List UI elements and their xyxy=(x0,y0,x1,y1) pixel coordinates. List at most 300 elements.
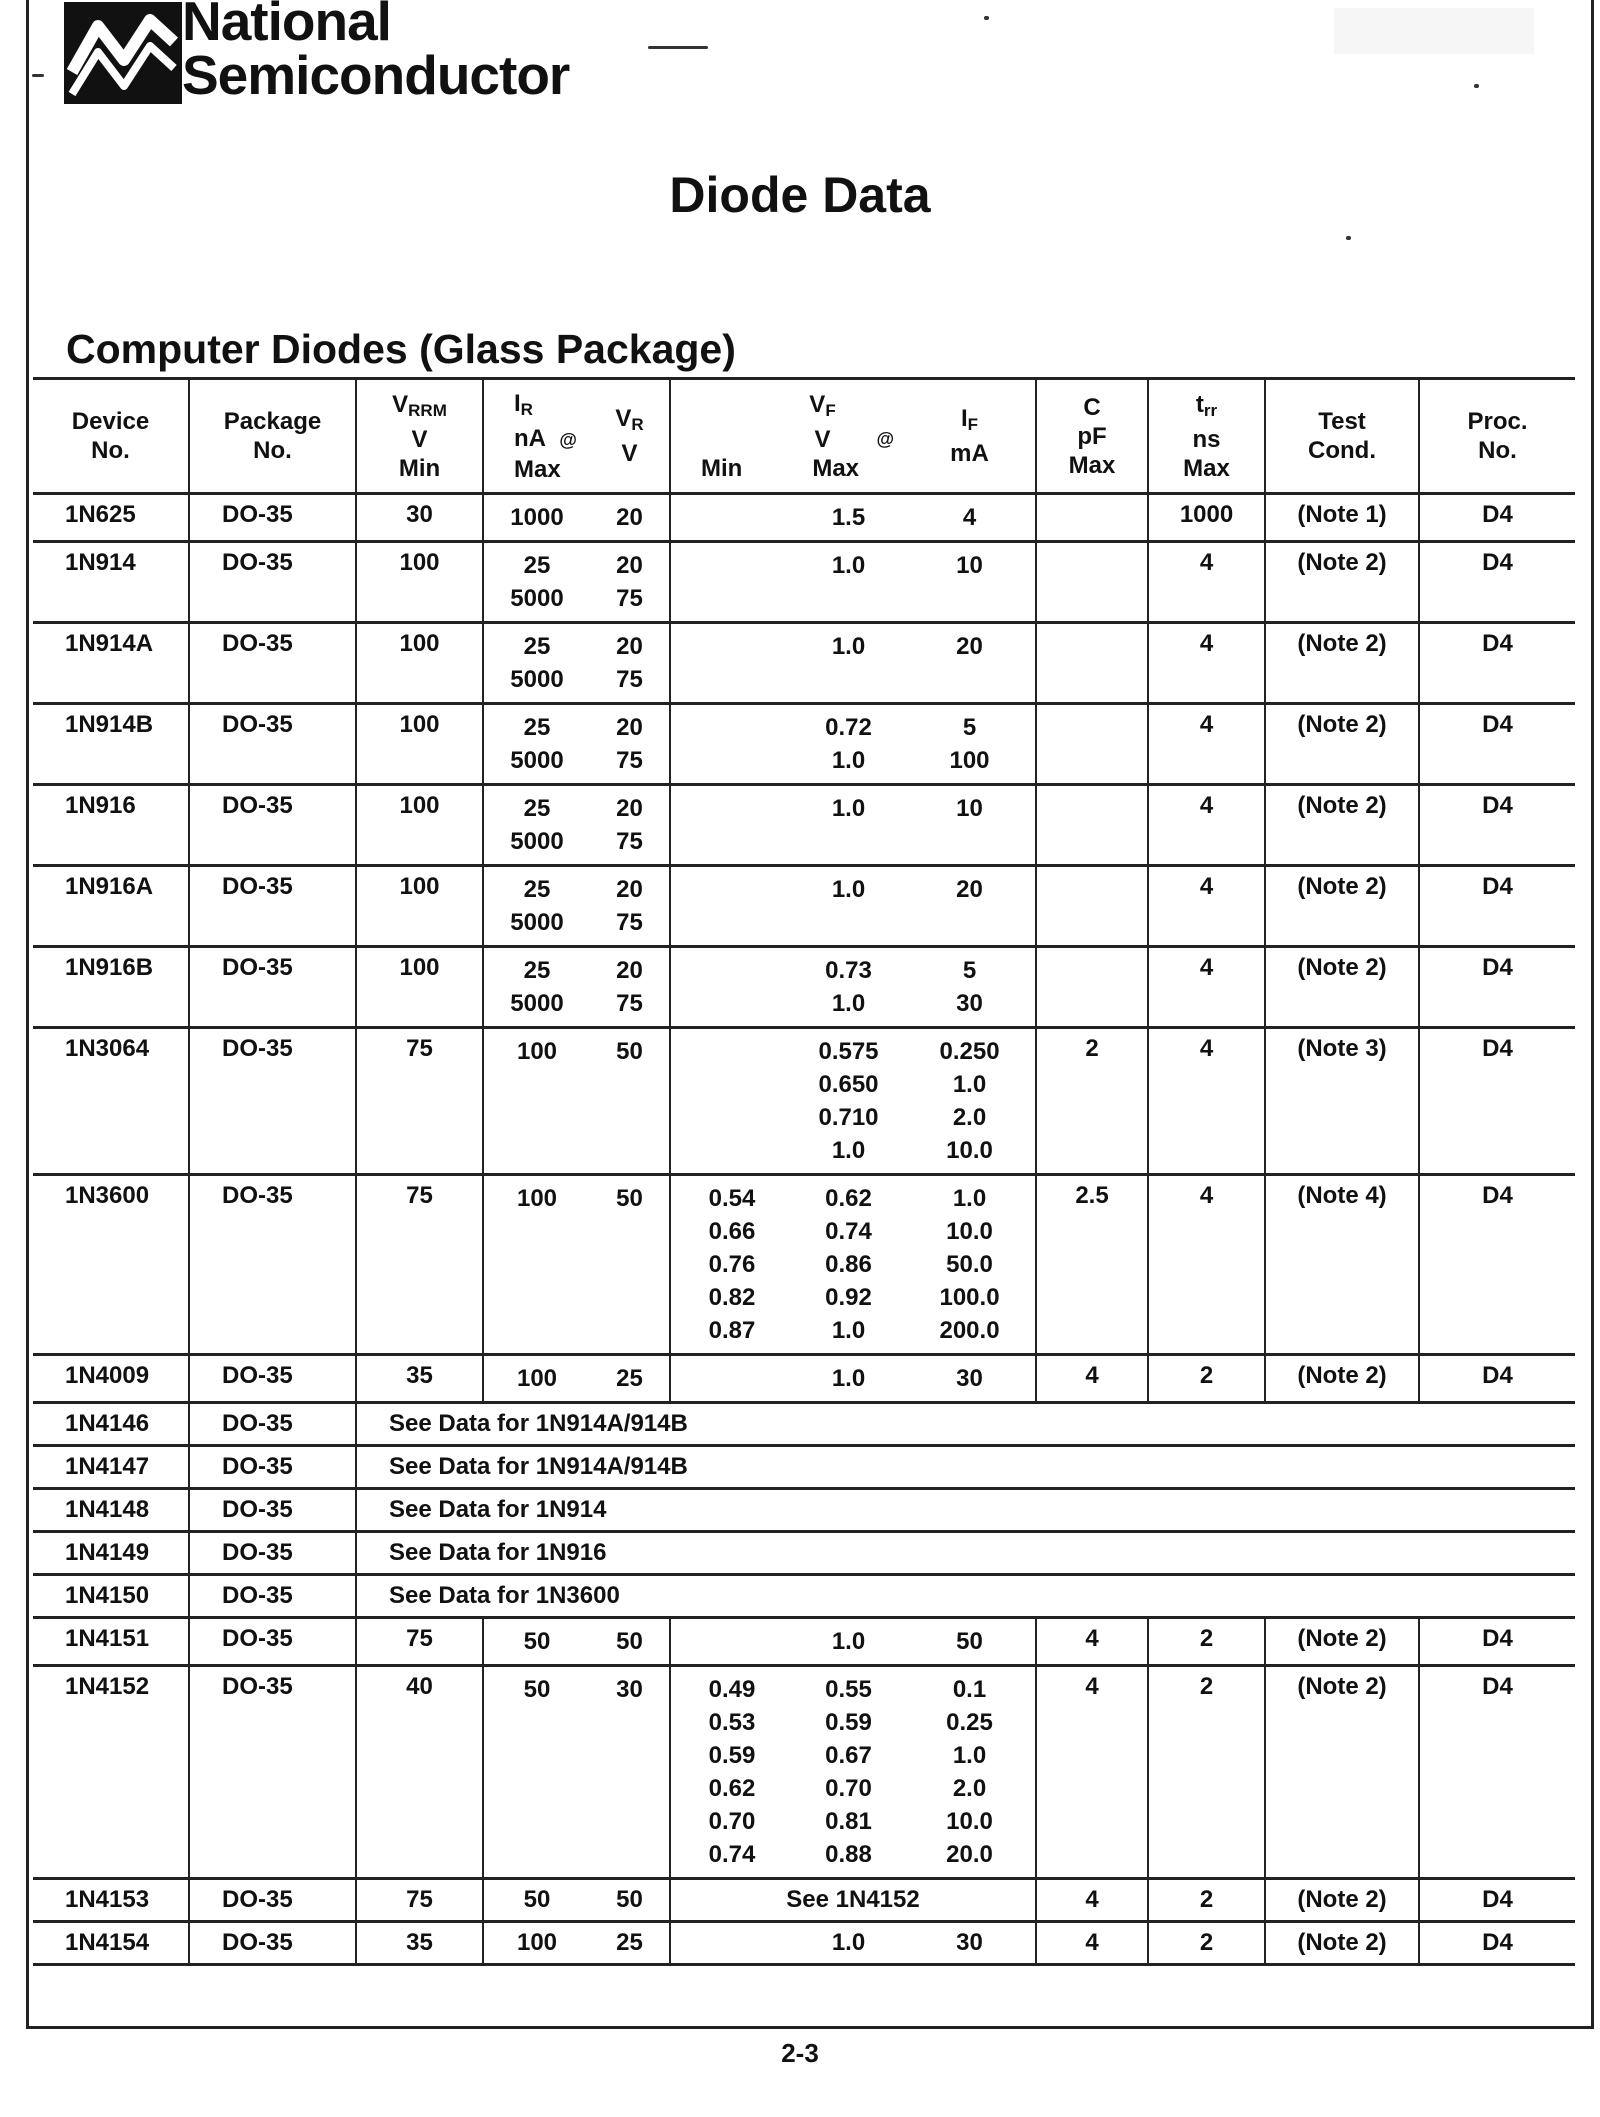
cell-vr-value: 20 xyxy=(616,633,643,660)
cell-vr: 50 xyxy=(590,1879,670,1922)
scan-speck xyxy=(984,16,989,20)
cell-ir-value: 5000 xyxy=(510,909,564,936)
cell-if-value: 2.0 xyxy=(952,1104,987,1131)
cell-test-cond: (Note 2) xyxy=(1265,1666,1419,1879)
cell-package: DO-35 xyxy=(189,542,356,623)
header-vf: $V_F$ V @ Min Max xyxy=(670,379,904,494)
cell-ir-value: 5000 xyxy=(510,747,564,774)
cell-vf-max-value: 1.0 xyxy=(831,990,866,1017)
cell-ir xyxy=(483,1355,590,1403)
cell-if xyxy=(904,1175,1036,1355)
table-row xyxy=(33,704,1575,785)
cell-proc-no: D4 xyxy=(1419,1355,1575,1403)
cell-vf-max-value: 0.92 xyxy=(825,1284,872,1311)
cell-vrrm: 100 xyxy=(356,542,483,623)
cell-vf-max-value: 1.0 xyxy=(831,1317,866,1344)
cell-vr xyxy=(590,542,670,623)
cell-trr: 2 xyxy=(1148,1355,1265,1403)
cell-vf-min xyxy=(670,623,793,704)
cell-device: 1N4152 xyxy=(33,1666,189,1879)
cell-vf-max xyxy=(793,704,904,785)
cell-if-value: 2.0 xyxy=(952,1775,987,1802)
cell-proc-no: D4 xyxy=(1419,947,1575,1028)
cell-vrrm: 35 xyxy=(356,1355,483,1403)
cell-vr-value: 75 xyxy=(616,747,643,774)
cell-proc-no: D4 xyxy=(1419,623,1575,704)
cell-proc-no: D4 xyxy=(1419,494,1575,542)
cell-vf-min-value: 0.74 xyxy=(708,1841,756,1868)
cell-vf-max xyxy=(793,785,904,866)
cell-if-value: 20.0 xyxy=(946,1841,993,1868)
cell-capacitance xyxy=(1036,494,1148,542)
cell-ir xyxy=(483,947,590,1028)
cell-vf-min-value: 0.49 xyxy=(708,1676,756,1703)
cell-device: 1N914B xyxy=(33,704,189,785)
national-semiconductor-logo-icon xyxy=(64,2,182,104)
cell-vf-min xyxy=(670,866,793,947)
cell-vf-min-value: 0.54 xyxy=(708,1185,756,1212)
cell-ir-value: 5000 xyxy=(510,828,564,855)
cell-vr-value: 20 xyxy=(616,957,643,984)
cell-test-cond: (Note 2) xyxy=(1265,542,1419,623)
cell-proc-no: D4 xyxy=(1419,1618,1575,1666)
cell-trr: 2 xyxy=(1148,1922,1265,1965)
header-capacitance: C pF Max xyxy=(1036,379,1148,494)
cell-package: DO-35 xyxy=(189,1175,356,1355)
cell-capacitance xyxy=(1036,704,1148,785)
cell-if-value: 1.0 xyxy=(952,1185,987,1212)
cell-package: DO-35 xyxy=(189,1489,356,1532)
section-title: Computer Diodes (Glass Package) xyxy=(66,326,736,372)
cell-package: DO-35 xyxy=(189,1575,356,1618)
cell-ir-value: 100 xyxy=(516,1038,558,1065)
table-row xyxy=(33,1446,1575,1489)
cell-ir xyxy=(483,785,590,866)
cell-ir: 50 xyxy=(483,1879,590,1922)
cell-vf-max-value: 1.0 xyxy=(831,1628,866,1655)
table-row xyxy=(33,1403,1575,1446)
cell-vr-value: 20 xyxy=(616,504,643,531)
cell-if-value: 20 xyxy=(956,876,983,903)
cell-vrrm: 75 xyxy=(356,1175,483,1355)
cell-trr: 2 xyxy=(1148,1618,1265,1666)
cell-proc-no: D4 xyxy=(1419,866,1575,947)
cell-vr-value: 50 xyxy=(616,1038,643,1065)
cell-if xyxy=(904,494,1036,542)
cell-test-cond: (Note 2) xyxy=(1265,866,1419,947)
cell-vf-min-value: 0.76 xyxy=(708,1251,756,1278)
cell-vr-value: 75 xyxy=(616,585,643,612)
cell-vr-value: 30 xyxy=(616,1676,643,1703)
cell-vf-min xyxy=(670,1175,793,1355)
cell-ir xyxy=(483,1666,590,1879)
table-row xyxy=(33,785,1575,866)
cell-vr xyxy=(590,947,670,1028)
cell-vrrm: 35 xyxy=(356,1922,483,1965)
table-row xyxy=(33,494,1575,542)
cell-vf-min-value: 0.66 xyxy=(708,1218,756,1245)
cell-vf-max xyxy=(793,1666,904,1879)
cell-vf-min-value: 0.53 xyxy=(708,1709,756,1736)
cell-if-value: 10.0 xyxy=(946,1808,993,1835)
cell-package: DO-35 xyxy=(189,1922,356,1965)
cell-vf-max-value: 1.0 xyxy=(831,633,866,660)
cell-vf-max xyxy=(793,623,904,704)
header-if: $I_F$ mA xyxy=(904,379,1036,494)
cell-vf-max-value: 1.0 xyxy=(831,552,866,579)
cell-vf-min xyxy=(670,785,793,866)
cell-capacitance: 4 xyxy=(1036,1879,1148,1922)
cell-device: 1N4154 xyxy=(33,1922,189,1965)
cell-capacitance: 4 xyxy=(1036,1355,1148,1403)
cell-trr: 4 xyxy=(1148,623,1265,704)
cell-vr-value: 75 xyxy=(616,909,643,936)
table-row xyxy=(33,1175,1575,1355)
cell-trr: 2 xyxy=(1148,1879,1265,1922)
cell-if-value: 10.0 xyxy=(946,1218,993,1245)
cell-see-data: See Data for 1N916 xyxy=(356,1532,1575,1575)
cell-vr-value: 25 xyxy=(616,1365,643,1392)
cell-vr: 25 xyxy=(590,1922,670,1965)
table-row xyxy=(33,542,1575,623)
cell-capacitance: 2 xyxy=(1036,1028,1148,1175)
cell-see-data: See Data for 1N914A/914B xyxy=(356,1403,1575,1446)
cell-if: 30 xyxy=(904,1922,1036,1965)
table-row xyxy=(33,1618,1575,1666)
table-row xyxy=(33,1532,1575,1575)
cell-vrrm: 100 xyxy=(356,866,483,947)
cell-device: 1N4147 xyxy=(33,1446,189,1489)
cell-capacitance xyxy=(1036,623,1148,704)
cell-vf-max-value: 0.81 xyxy=(825,1808,872,1835)
cell-test-cond: (Note 2) xyxy=(1265,947,1419,1028)
cell-package: DO-35 xyxy=(189,704,356,785)
cell-device: 1N916 xyxy=(33,785,189,866)
cell-device: 1N3600 xyxy=(33,1175,189,1355)
table-row xyxy=(33,1922,1575,1965)
cell-vr xyxy=(590,1175,670,1355)
table-row xyxy=(33,1489,1575,1532)
header-vrrm: $V_{RRM}$ V Min xyxy=(356,379,483,494)
cell-proc-no: D4 xyxy=(1419,1922,1575,1965)
cell-capacitance xyxy=(1036,785,1148,866)
cell-capacitance xyxy=(1036,866,1148,947)
cell-test-cond: (Note 2) xyxy=(1265,623,1419,704)
cell-device: 1N4146 xyxy=(33,1403,189,1446)
cell-package: DO-35 xyxy=(189,1666,356,1879)
cell-package: DO-35 xyxy=(189,1403,356,1446)
cell-trr: 4 xyxy=(1148,542,1265,623)
cell-ir xyxy=(483,1028,590,1175)
cell-vr xyxy=(590,785,670,866)
header-vr: $V_R$ V xyxy=(590,379,670,494)
cell-vf-min xyxy=(670,1028,793,1175)
cell-vf-max: 1.0 xyxy=(793,1922,904,1965)
cell-trr: 4 xyxy=(1148,785,1265,866)
table-row xyxy=(33,947,1575,1028)
cell-test-cond: (Note 2) xyxy=(1265,1922,1419,1965)
cell-vf-max xyxy=(793,1618,904,1666)
cell-vrrm: 100 xyxy=(356,704,483,785)
cell-vf-max-value: 1.5 xyxy=(831,504,866,531)
cell-package: DO-35 xyxy=(189,623,356,704)
cell-package: DO-35 xyxy=(189,866,356,947)
cell-see-data: See Data for 1N914 xyxy=(356,1489,1575,1532)
cell-ir-value: 50 xyxy=(523,1628,551,1655)
cell-capacitance: 2.5 xyxy=(1036,1175,1148,1355)
cell-ir: 100 xyxy=(483,1922,590,1965)
cell-vr xyxy=(590,623,670,704)
cell-ir xyxy=(483,494,590,542)
cell-package: DO-35 xyxy=(189,1879,356,1922)
cell-device: 1N4148 xyxy=(33,1489,189,1532)
cell-vf-max-value: 0.70 xyxy=(825,1775,872,1802)
cell-if-value: 10.0 xyxy=(946,1137,993,1164)
cell-package: DO-35 xyxy=(189,1618,356,1666)
cell-vf-max-value: 0.55 xyxy=(825,1676,872,1703)
cell-capacitance xyxy=(1036,947,1148,1028)
cell-vr-value: 20 xyxy=(616,876,643,903)
cell-package: DO-35 xyxy=(189,1446,356,1489)
table-row xyxy=(33,1666,1575,1879)
cell-device: 1N4149 xyxy=(33,1532,189,1575)
cell-ir-value: 50 xyxy=(523,1676,551,1703)
cell-if-value: 5 xyxy=(962,957,977,984)
header-package: Package No. xyxy=(189,379,356,494)
cell-device: 1N916B xyxy=(33,947,189,1028)
cell-proc-no: D4 xyxy=(1419,1175,1575,1355)
cell-package: DO-35 xyxy=(189,1028,356,1175)
cell-package: DO-35 xyxy=(189,494,356,542)
cell-test-cond: (Note 2) xyxy=(1265,1618,1419,1666)
cell-vr-value: 50 xyxy=(616,1628,643,1655)
cell-if xyxy=(904,704,1036,785)
cell-vrrm: 100 xyxy=(356,947,483,1028)
cell-vf-max-value: 0.86 xyxy=(825,1251,872,1278)
cell-trr: 1000 xyxy=(1148,494,1265,542)
cell-vf-max-value: 0.72 xyxy=(825,714,872,741)
cell-vrrm: 75 xyxy=(356,1879,483,1922)
cell-trr: 4 xyxy=(1148,947,1265,1028)
table-row xyxy=(33,1355,1575,1403)
cell-if-value: 0.250 xyxy=(939,1038,1000,1065)
cell-ir xyxy=(483,623,590,704)
header-test-cond: Test Cond. xyxy=(1265,379,1419,494)
cell-proc-no: D4 xyxy=(1419,1666,1575,1879)
scan-speck xyxy=(1346,236,1351,240)
cell-vf-min xyxy=(670,1355,793,1403)
cell-vr xyxy=(590,1666,670,1879)
cell-ir-value: 25 xyxy=(523,957,551,984)
cell-vf-min-value: 0.70 xyxy=(708,1808,756,1835)
cell-if xyxy=(904,1028,1036,1175)
cell-ir-value: 1000 xyxy=(510,504,564,531)
scan-speck xyxy=(648,46,708,49)
scan-speck xyxy=(1474,84,1479,88)
page-number: 2-3 xyxy=(781,2038,819,2068)
cell-trr: 4 xyxy=(1148,866,1265,947)
cell-vf-max-value: 0.74 xyxy=(825,1218,872,1245)
cell-device: 1N4009 xyxy=(33,1355,189,1403)
cell-capacitance: 4 xyxy=(1036,1922,1148,1965)
cell-ir-value: 5000 xyxy=(510,666,564,693)
cell-vf-max-value: 1.0 xyxy=(831,795,866,822)
cell-trr: 4 xyxy=(1148,704,1265,785)
cell-if-value: 10 xyxy=(956,552,983,579)
cell-package: DO-35 xyxy=(189,947,356,1028)
table-row xyxy=(33,1575,1575,1618)
cell-device: 1N914A xyxy=(33,623,189,704)
cell-vr xyxy=(590,1618,670,1666)
cell-ir xyxy=(483,704,590,785)
cell-if xyxy=(904,947,1036,1028)
cell-vf-max xyxy=(793,1355,904,1403)
cell-vr-value: 20 xyxy=(616,714,643,741)
cell-vr-value: 75 xyxy=(616,666,643,693)
cell-vf-max-value: 1.0 xyxy=(831,1137,866,1164)
computer-diodes-table xyxy=(33,377,1575,1966)
scan-speck xyxy=(32,74,44,77)
table-row xyxy=(33,1879,1575,1922)
cell-vf-min-value: 0.59 xyxy=(708,1742,756,1769)
cell-if-value: 0.25 xyxy=(946,1709,993,1736)
cell-vf-max xyxy=(793,494,904,542)
cell-if-value: 50 xyxy=(956,1628,983,1655)
cell-test-cond: (Note 2) xyxy=(1265,1879,1419,1922)
cell-if xyxy=(904,866,1036,947)
cell-vf-max-value: 0.59 xyxy=(825,1709,872,1736)
cell-ir-value: 5000 xyxy=(510,990,564,1017)
table-row xyxy=(33,1028,1575,1175)
cell-proc-no: D4 xyxy=(1419,542,1575,623)
cell-vf-min-value: 0.62 xyxy=(708,1775,756,1802)
cell-see-data: See Data for 1N914A/914B xyxy=(356,1446,1575,1489)
cell-test-cond: (Note 2) xyxy=(1265,704,1419,785)
cell-test-cond: (Note 4) xyxy=(1265,1175,1419,1355)
cell-device: 1N914 xyxy=(33,542,189,623)
cell-device: 1N4150 xyxy=(33,1575,189,1618)
cell-device: 1N3064 xyxy=(33,1028,189,1175)
cell-if xyxy=(904,1618,1036,1666)
cell-vf-max-value: 1.0 xyxy=(831,876,866,903)
cell-if-value: 0.1 xyxy=(952,1676,987,1703)
cell-vf-max xyxy=(793,947,904,1028)
cell-test-cond: (Note 3) xyxy=(1265,1028,1419,1175)
cell-vrrm: 75 xyxy=(356,1028,483,1175)
cell-if-value: 30 xyxy=(956,1365,983,1392)
cell-if-value: 30 xyxy=(956,990,983,1017)
cell-if-value: 200.0 xyxy=(939,1317,1000,1344)
cell-vf-max-value: 0.62 xyxy=(825,1185,872,1212)
cell-vf-min xyxy=(670,1618,793,1666)
cell-proc-no: D4 xyxy=(1419,785,1575,866)
cell-vf-max-value: 0.73 xyxy=(825,957,872,984)
cell-proc-no: D4 xyxy=(1419,1028,1575,1175)
cell-vrrm: 100 xyxy=(356,623,483,704)
cell-vrrm: 30 xyxy=(356,494,483,542)
cell-ir xyxy=(483,1618,590,1666)
cell-ir-value: 100 xyxy=(516,1365,558,1392)
cell-vrrm: 75 xyxy=(356,1618,483,1666)
cell-device: 1N4151 xyxy=(33,1618,189,1666)
cell-vf-max xyxy=(793,1175,904,1355)
cell-vf-max-value: 1.0 xyxy=(831,747,866,774)
cell-see-data: See Data for 1N3600 xyxy=(356,1575,1575,1618)
cell-vr-value: 75 xyxy=(616,828,643,855)
cell-vf-max xyxy=(793,1028,904,1175)
cell-if-value: 100 xyxy=(949,747,990,774)
cell-vrrm: 100 xyxy=(356,785,483,866)
cell-trr: 4 xyxy=(1148,1028,1265,1175)
cell-if-value: 5 xyxy=(962,714,977,741)
cell-vr-value: 20 xyxy=(616,552,643,579)
cell-vf-min xyxy=(670,1666,793,1879)
cell-package: DO-35 xyxy=(189,1532,356,1575)
cell-capacitance: 4 xyxy=(1036,1618,1148,1666)
cell-vr xyxy=(590,866,670,947)
cell-vf-max xyxy=(793,866,904,947)
cell-vrrm: 40 xyxy=(356,1666,483,1879)
cell-vf-max-value: 0.710 xyxy=(818,1104,879,1131)
cell-ir-value: 25 xyxy=(523,552,551,579)
cell-vr-value: 50 xyxy=(616,1185,643,1212)
cell-vf-max-value: 0.650 xyxy=(818,1071,879,1098)
cell-if-value: 4 xyxy=(962,504,977,531)
cell-vf-see: See 1N4152 xyxy=(670,1879,1036,1922)
cell-trr: 2 xyxy=(1148,1666,1265,1879)
cell-ir xyxy=(483,1175,590,1355)
cell-ir-value: 100 xyxy=(516,1185,558,1212)
cell-if-value: 50.0 xyxy=(946,1251,993,1278)
cell-vf-max-value: 1.0 xyxy=(831,1365,866,1392)
cell-if-value: 100.0 xyxy=(939,1284,1000,1311)
cell-test-cond: (Note 1) xyxy=(1265,494,1419,542)
cell-ir xyxy=(483,866,590,947)
brand-line-2: Semiconductor xyxy=(182,44,570,106)
cell-proc-no: D4 xyxy=(1419,704,1575,785)
cell-if-value: 10 xyxy=(956,795,983,822)
cell-vf-max-value: 0.67 xyxy=(825,1742,872,1769)
header-device: Device No. xyxy=(33,379,189,494)
table-row xyxy=(33,866,1575,947)
cell-vf-min xyxy=(670,947,793,1028)
cell-vf-max-value: 0.575 xyxy=(818,1038,879,1065)
cell-ir-value: 25 xyxy=(523,714,551,741)
cell-vf-max-value: 0.88 xyxy=(825,1841,872,1868)
cell-trr: 4 xyxy=(1148,1175,1265,1355)
table-header-row xyxy=(33,379,1575,494)
cell-vf-min xyxy=(670,1922,793,1965)
cell-ir xyxy=(483,542,590,623)
header-ir: $I_R$ nA @ Max xyxy=(483,379,590,494)
cell-vf-min xyxy=(670,704,793,785)
cell-if-value: 20 xyxy=(956,633,983,660)
cell-if xyxy=(904,542,1036,623)
cell-device: 1N625 xyxy=(33,494,189,542)
cell-device: 1N916A xyxy=(33,866,189,947)
cell-vr-value: 20 xyxy=(616,795,643,822)
cell-if-value: 1.0 xyxy=(952,1742,987,1769)
cell-ir-value: 5000 xyxy=(510,585,564,612)
cell-vr xyxy=(590,1355,670,1403)
header-trr: $t_{rr}$ ns Max xyxy=(1148,379,1265,494)
cell-test-cond: (Note 2) xyxy=(1265,1355,1419,1403)
brand-name xyxy=(182,0,570,106)
cell-package: DO-35 xyxy=(189,1355,356,1403)
document-title: Diode Data xyxy=(669,167,931,223)
cell-vr-value: 75 xyxy=(616,990,643,1017)
cell-test-cond: (Note 2) xyxy=(1265,785,1419,866)
